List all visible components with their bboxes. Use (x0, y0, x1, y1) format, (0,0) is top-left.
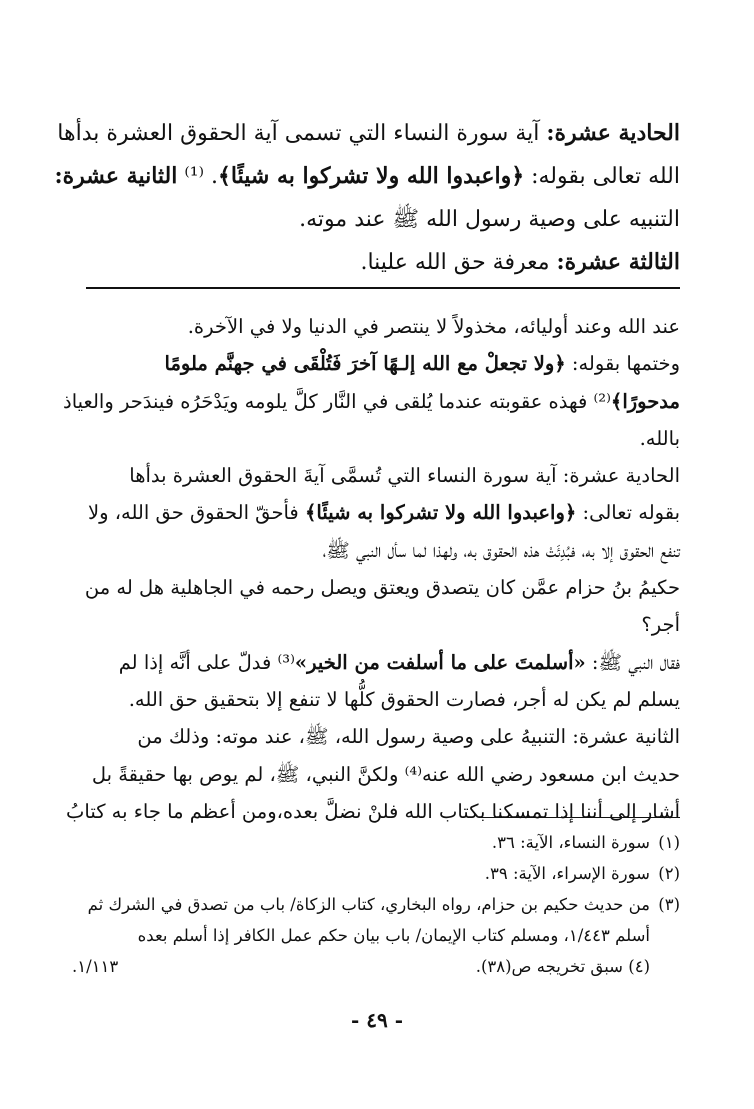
footnote-3-ref: ١/١١٣. (72, 957, 119, 976)
summary-line: التنبيه على وصية رسول الله ﷺ عند موته. (299, 207, 680, 232)
body-line: فقال النبي ﷺ: «أسلمتَ على ما أسلفت من الخير»⁽³⁾ فدلّ على أنَّه إذا لم (118, 650, 680, 674)
footnote-3: (٣)من حديث حكيم بن حزام، رواه البخاري، كتاب الزكاة/ باب من تصدق في الشرك ثم (87, 895, 680, 914)
heading-thirteenth: الثالثة عشرة: (556, 249, 680, 275)
body-line: الحادية عشرة: آية سورة النساء التي تُسمَّى آيةَ الحقوق العشرة بدأها (129, 464, 680, 488)
body-line: مدحورًا﴾⁽²⁾ فهذه عقوبته عندما يُلقى في النَّار كلَّ يلومه ويَدْحَرُه فيندَحر والعياذ (63, 389, 680, 413)
quran-verse: مدحورًا﴾ (610, 389, 680, 413)
footnote-3-end-and-4 (72, 951, 680, 982)
footnotes (72, 827, 680, 982)
body-line: يسلم لم يكن له أجر، فصارت الحقوق كلُّها لا تنفع إلا بتحقيق حق الله. (128, 687, 680, 711)
quran-verse: ﴿واعبدوا الله ولا تشركوا به شيئًا﴾ (218, 163, 525, 189)
quran-verse: ﴿ولا تجعلْ مع الله إلـهًا آخرَ فَتُلْقَى في جهنَّم ملومًا (164, 352, 566, 376)
heading-eleventh: الحادية عشرة: (546, 120, 680, 146)
heading-twelfth: الثانية عشرة: (54, 163, 178, 189)
body-line: وختمها بقوله: ﴿ولا تجعلْ مع الله إلـهًا آخرَ فَتُلْقَى في جهنَّم ملومًا (164, 352, 680, 376)
body-line: بقوله تعالى: ﴿واعبدوا الله ولا تشركوا به شيئًا﴾ فأحقّ الحقوق حق الله، ولا (87, 501, 680, 525)
section-divider (86, 287, 680, 289)
body-line: أشار إلى أننا إذا تمسكنا بكتاب الله فلنْ نضلَّ بعده،ومن أعظم ما جاء به كتابُ (66, 799, 680, 823)
body-line: حكيمُ بنُ حزام عمَّن كان يتصدق ويعتق ويصل رحمه في الجاهلية هل له من (84, 576, 680, 600)
footnote-rule (480, 817, 680, 818)
footnote-4: (٤) سبق تخريجه ص(٣٨). (475, 957, 650, 976)
hadith-quote: «أسلمتَ على ما أسلفت من الخير» (294, 650, 586, 674)
summary-line: الحادية عشرة: آية سورة النساء التي تسمى آية الحقوق العشرة بدأها (57, 120, 680, 146)
summary-list (54, 112, 680, 284)
body-line: أجر؟ (641, 613, 680, 637)
body-line: بالله. (639, 426, 680, 450)
quran-verse: ﴿واعبدوا الله ولا تشركوا به شيئًا﴾ (304, 501, 577, 525)
summary-line: الثالثة عشرة: معرفة حق الله علينا. (360, 249, 680, 275)
commentary-body (63, 308, 680, 830)
page-number: - ٤٩ - (350, 1008, 403, 1032)
body-line: حديث ابن مسعود رضي الله عنه⁽⁴⁾ ولكنَّ النبي، ﷺ، لم يوص بها حقيقةً بل (91, 762, 680, 786)
body-line: الثانية عشرة: التنبيهُ على وصية رسول الله، ﷺ، عند موته: وذلك من (137, 725, 680, 749)
footnote-3-continued: أسلم ١/٤٤٣، ومسلم كتاب الإيمان/ باب بيان حكم عمل الكافر إذا أسلم بعده (137, 926, 650, 945)
footnote-1: (١)سورة النساء، الآية: ٣٦. (491, 833, 680, 852)
summary-line: الله تعالى بقوله: ﴿واعبدوا الله ولا تشركوا به شيئًا﴾. ⁽¹⁾ الثانية عشرة: (54, 163, 680, 189)
body-line: عند الله وعند أوليائه، مخذولاً لا ينتصر في الدنيا ولا في الآخرة. (187, 315, 680, 338)
body-line: تنفع الحقوق إلا به، فبُدِئَتْ هذه الحقوق به، ولهذا لما سأل النبي ﷺ، (322, 538, 680, 562)
footnote-2: (٢)سورة الإسراء، الآية: ٣٩. (484, 864, 680, 883)
